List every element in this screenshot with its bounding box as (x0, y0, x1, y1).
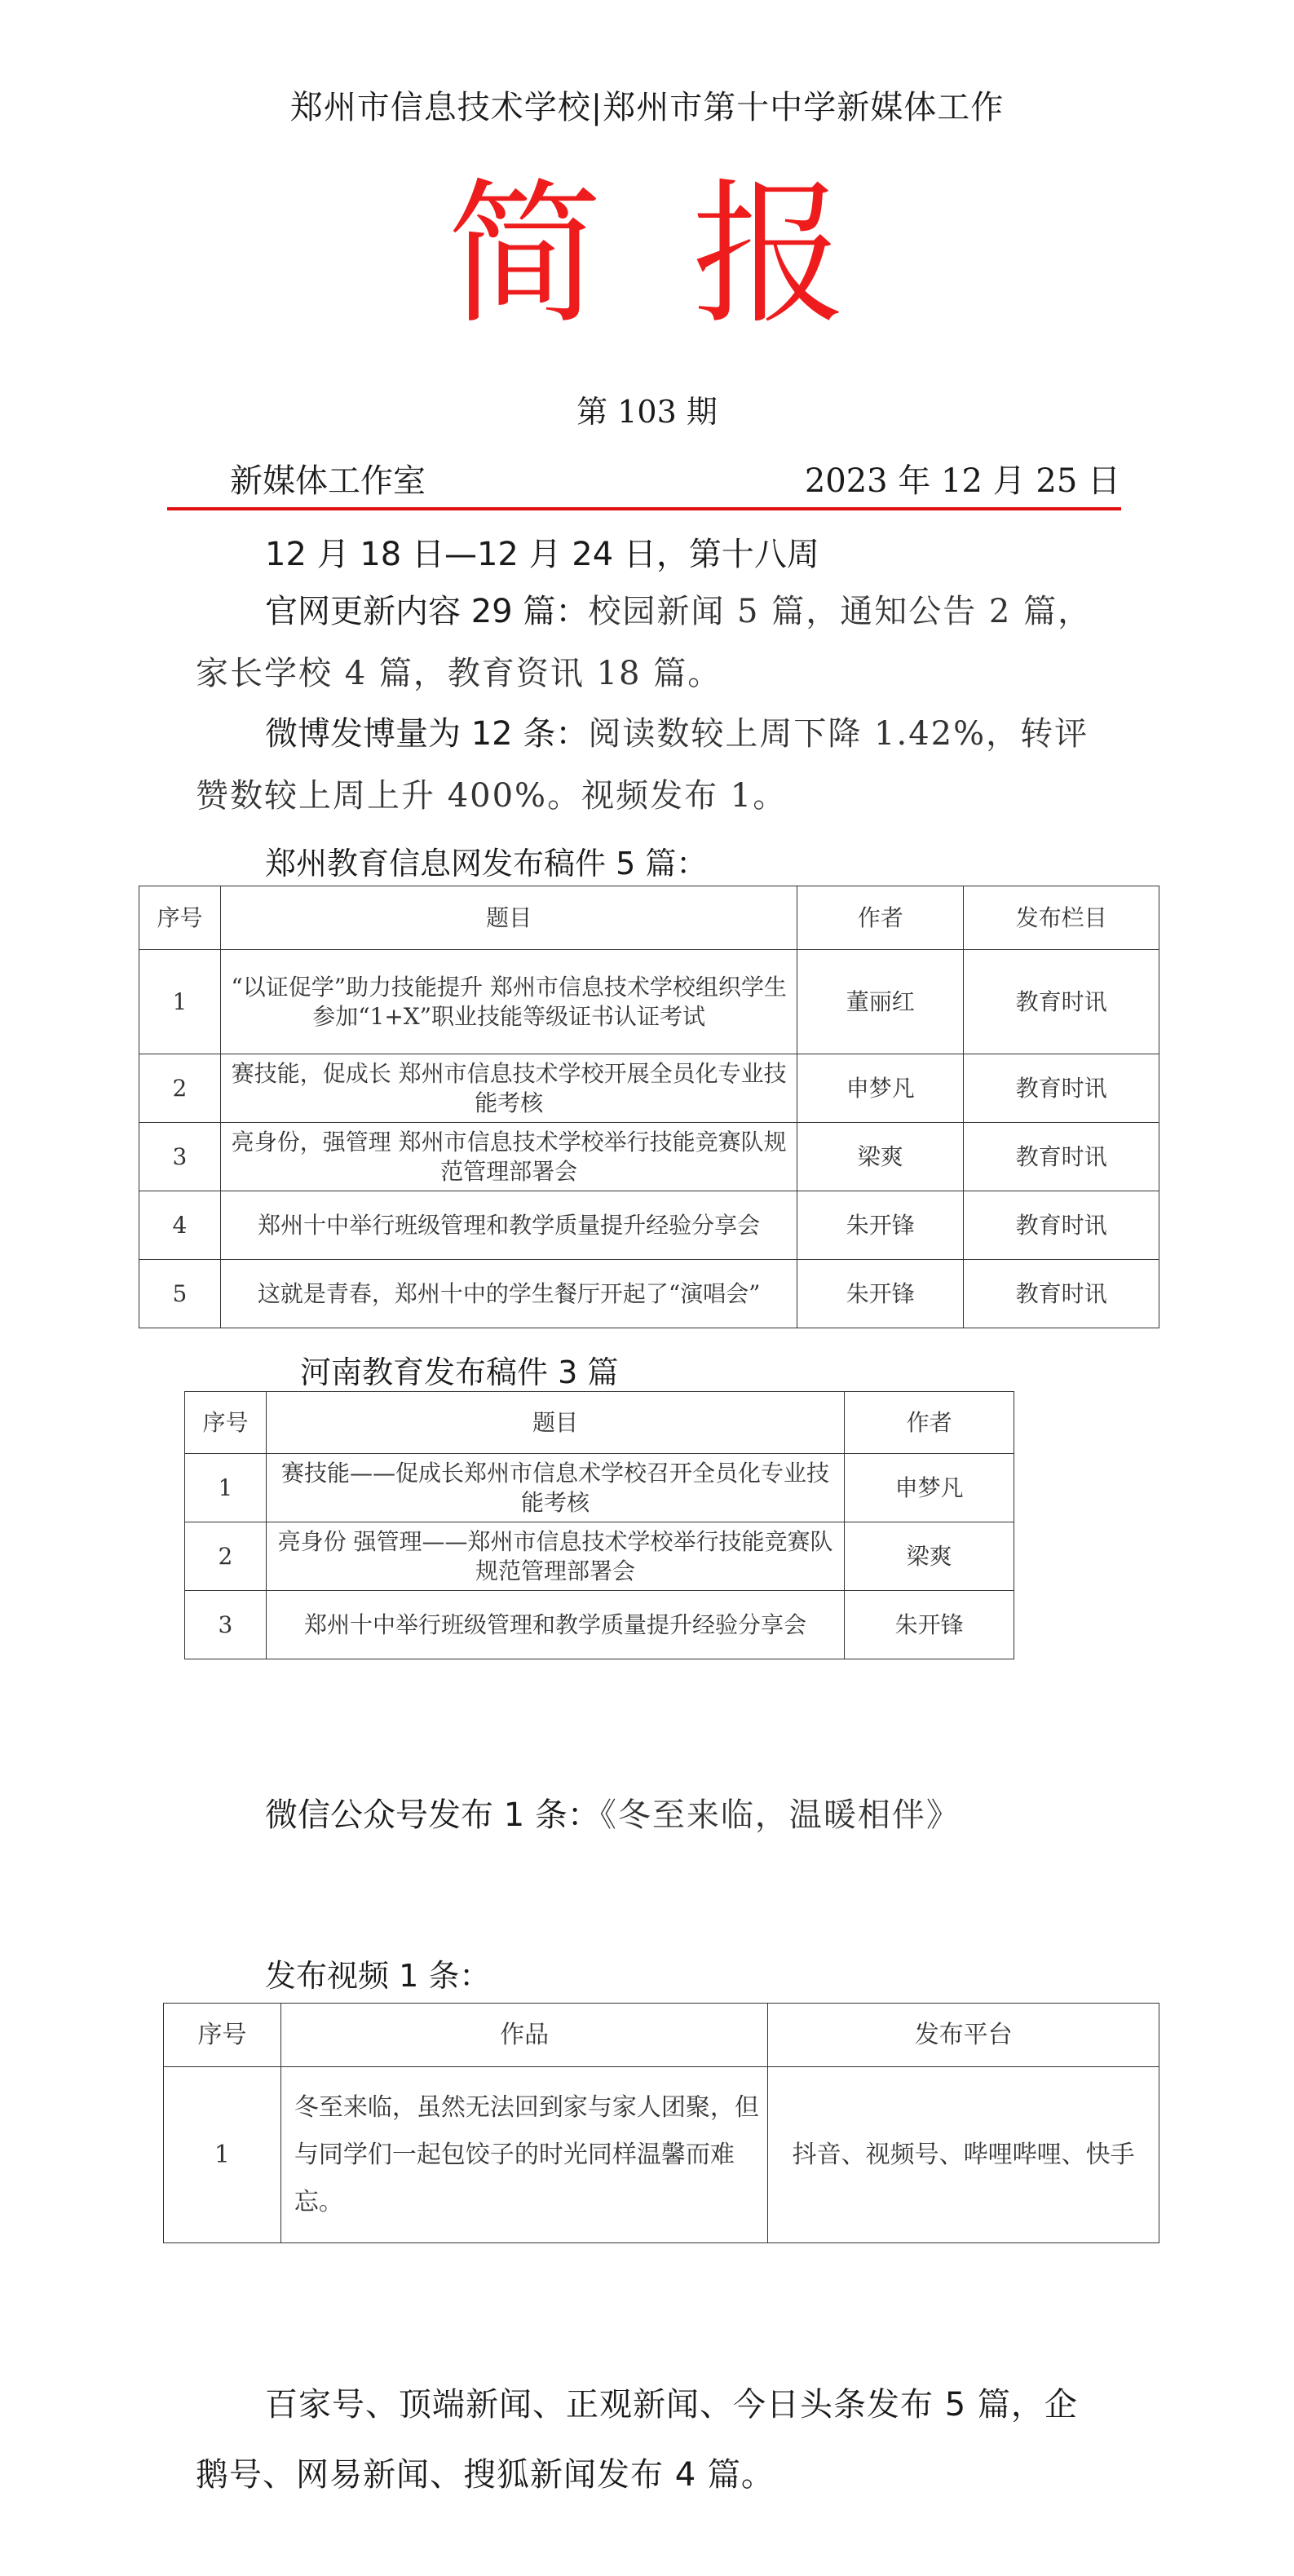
column-header: 题目 (266, 1392, 844, 1454)
table-header-row (164, 2004, 1159, 2067)
table-row (164, 2067, 1159, 2243)
table-cell: 董丽红 (797, 950, 964, 1054)
table-cell: 朱开锋 (845, 1591, 1014, 1659)
video-heading: 发布视频 1 条： (265, 1958, 491, 1994)
bulletin-title: 简报 (447, 165, 937, 345)
table-cell: 4 (139, 1191, 221, 1260)
table-cell: 3 (185, 1591, 267, 1659)
table-row (139, 1191, 1159, 1260)
media-platforms-paragraph: 百家号、顶端新闻、正观新闻、今日头条发布 5 篇，企鹅号、网易新闻、搜狐新闻发布 4 篇。 (196, 2386, 1078, 2494)
table-cell: 2 (185, 1522, 267, 1591)
table-header-row (185, 1392, 1014, 1454)
table-cell: 教育时讯 (964, 1054, 1159, 1123)
table-cell: 朱开锋 (797, 1191, 964, 1260)
video-table (163, 2003, 1159, 2243)
table-cell: 教育时讯 (964, 1123, 1159, 1191)
table-cell: 1 (139, 950, 221, 1054)
table-cell: “以证促学”助力技能提升 郑州市信息技术学校组织学生参加“1+X”职业技能等级证书认证考试 (220, 950, 797, 1054)
table-header-row (139, 886, 1159, 950)
issue-date: 2023 年 12 月 25 日 (804, 462, 1120, 500)
office-name: 新媒体工作室 (230, 462, 426, 500)
table-cell: 1 (164, 2067, 281, 2243)
red-divider (167, 507, 1121, 510)
henan-heading: 河南教育发布稿件 3 篇 (300, 1354, 619, 1390)
table-row (139, 1260, 1159, 1328)
table-cell: 抖音、视频号、哔哩哔哩、快手 (768, 2067, 1159, 2243)
table-row (139, 1054, 1159, 1123)
henan-table (184, 1391, 1014, 1659)
table-row (139, 1123, 1159, 1191)
table-cell: 申梦凡 (845, 1454, 1014, 1522)
table-cell: 申梦凡 (797, 1054, 964, 1123)
table-row (185, 1591, 1014, 1659)
column-header: 序号 (185, 1392, 267, 1454)
table-cell: 郑州十中举行班级管理和教学质量提升经验分享会 (220, 1191, 797, 1260)
table-row (139, 950, 1159, 1054)
table-cell: 教育时讯 (964, 1260, 1159, 1328)
column-header: 发布栏目 (964, 886, 1159, 950)
weibo-lead: 微博发博量为 12 条： (265, 715, 589, 753)
table-cell: 冬至来临，虽然无法回到家与家人团聚，但与同学们一起包饺子的时光同样温馨而难忘。 (280, 2067, 767, 2243)
site-update-paragraph (196, 581, 1109, 705)
site-update-lead: 官网更新内容 29 篇： (265, 593, 589, 630)
table-cell: 这就是青春，郑州十中的学生餐厅开起了“演唱会” (220, 1260, 797, 1328)
table-cell: 3 (139, 1123, 221, 1191)
table-cell: 教育时讯 (964, 1191, 1159, 1260)
table-row (185, 1454, 1014, 1522)
column-header: 作品 (280, 2004, 767, 2067)
zhengzhou-table (139, 886, 1159, 1328)
table-cell: 郑州十中举行班级管理和教学质量提升经验分享会 (266, 1591, 844, 1659)
wechat-paragraph (265, 1784, 1162, 1846)
table-cell: 教育时讯 (964, 950, 1159, 1054)
table-cell: 梁爽 (797, 1123, 964, 1191)
column-header: 序号 (164, 2004, 281, 2067)
column-header: 发布平台 (768, 2004, 1159, 2067)
site-update-detail: 校园新闻 5 篇，通知公告 2 篇，家长学校 4 篇，教育资讯 18 篇。 (196, 593, 1093, 692)
wechat-lead: 微信公众号发布 1 条： (265, 1796, 600, 1834)
table-cell: 赛技能——促成长郑州市信息术学校召开全员化专业技能考核 (266, 1454, 844, 1522)
table-cell: 亮身份 强管理——郑州市信息技术学校举行技能竞赛队规范管理部署会 (266, 1522, 844, 1591)
week-range: 12 月 18 日—12 月 24 日，第十八周 (265, 536, 819, 573)
wechat-detail: 《冬至来临，温暖相伴》 (599, 1796, 961, 1834)
weibo-detail: 阅读数较上周下降 1.42%，转评赞数较上周上升 400%。视频发布 1。 (196, 715, 1089, 815)
table-row (185, 1522, 1014, 1591)
table-cell: 5 (139, 1260, 221, 1328)
table-cell: 2 (139, 1054, 221, 1123)
table-cell: 亮身份，强管理 郑州市信息技术学校举行技能竞赛队规范管理部署会 (220, 1123, 797, 1191)
table-cell: 赛技能，促成长 郑州市信息技术学校开展全员化专业技能考核 (220, 1054, 797, 1123)
issue-number: 第 103 期 (576, 394, 718, 430)
table-cell: 1 (185, 1454, 267, 1522)
header-org: 郑州市信息技术学校|郑州市第十中学新媒体工作 (289, 89, 1005, 126)
column-header: 序号 (139, 886, 221, 950)
table-cell: 朱开锋 (797, 1260, 964, 1328)
column-header: 题目 (220, 886, 797, 950)
column-header: 作者 (845, 1392, 1014, 1454)
table-cell: 梁爽 (845, 1522, 1014, 1591)
zhengzhou-heading: 郑州教育信息网发布稿件 5 篇： (265, 846, 708, 881)
column-header: 作者 (797, 886, 964, 950)
weibo-paragraph (196, 703, 1109, 827)
